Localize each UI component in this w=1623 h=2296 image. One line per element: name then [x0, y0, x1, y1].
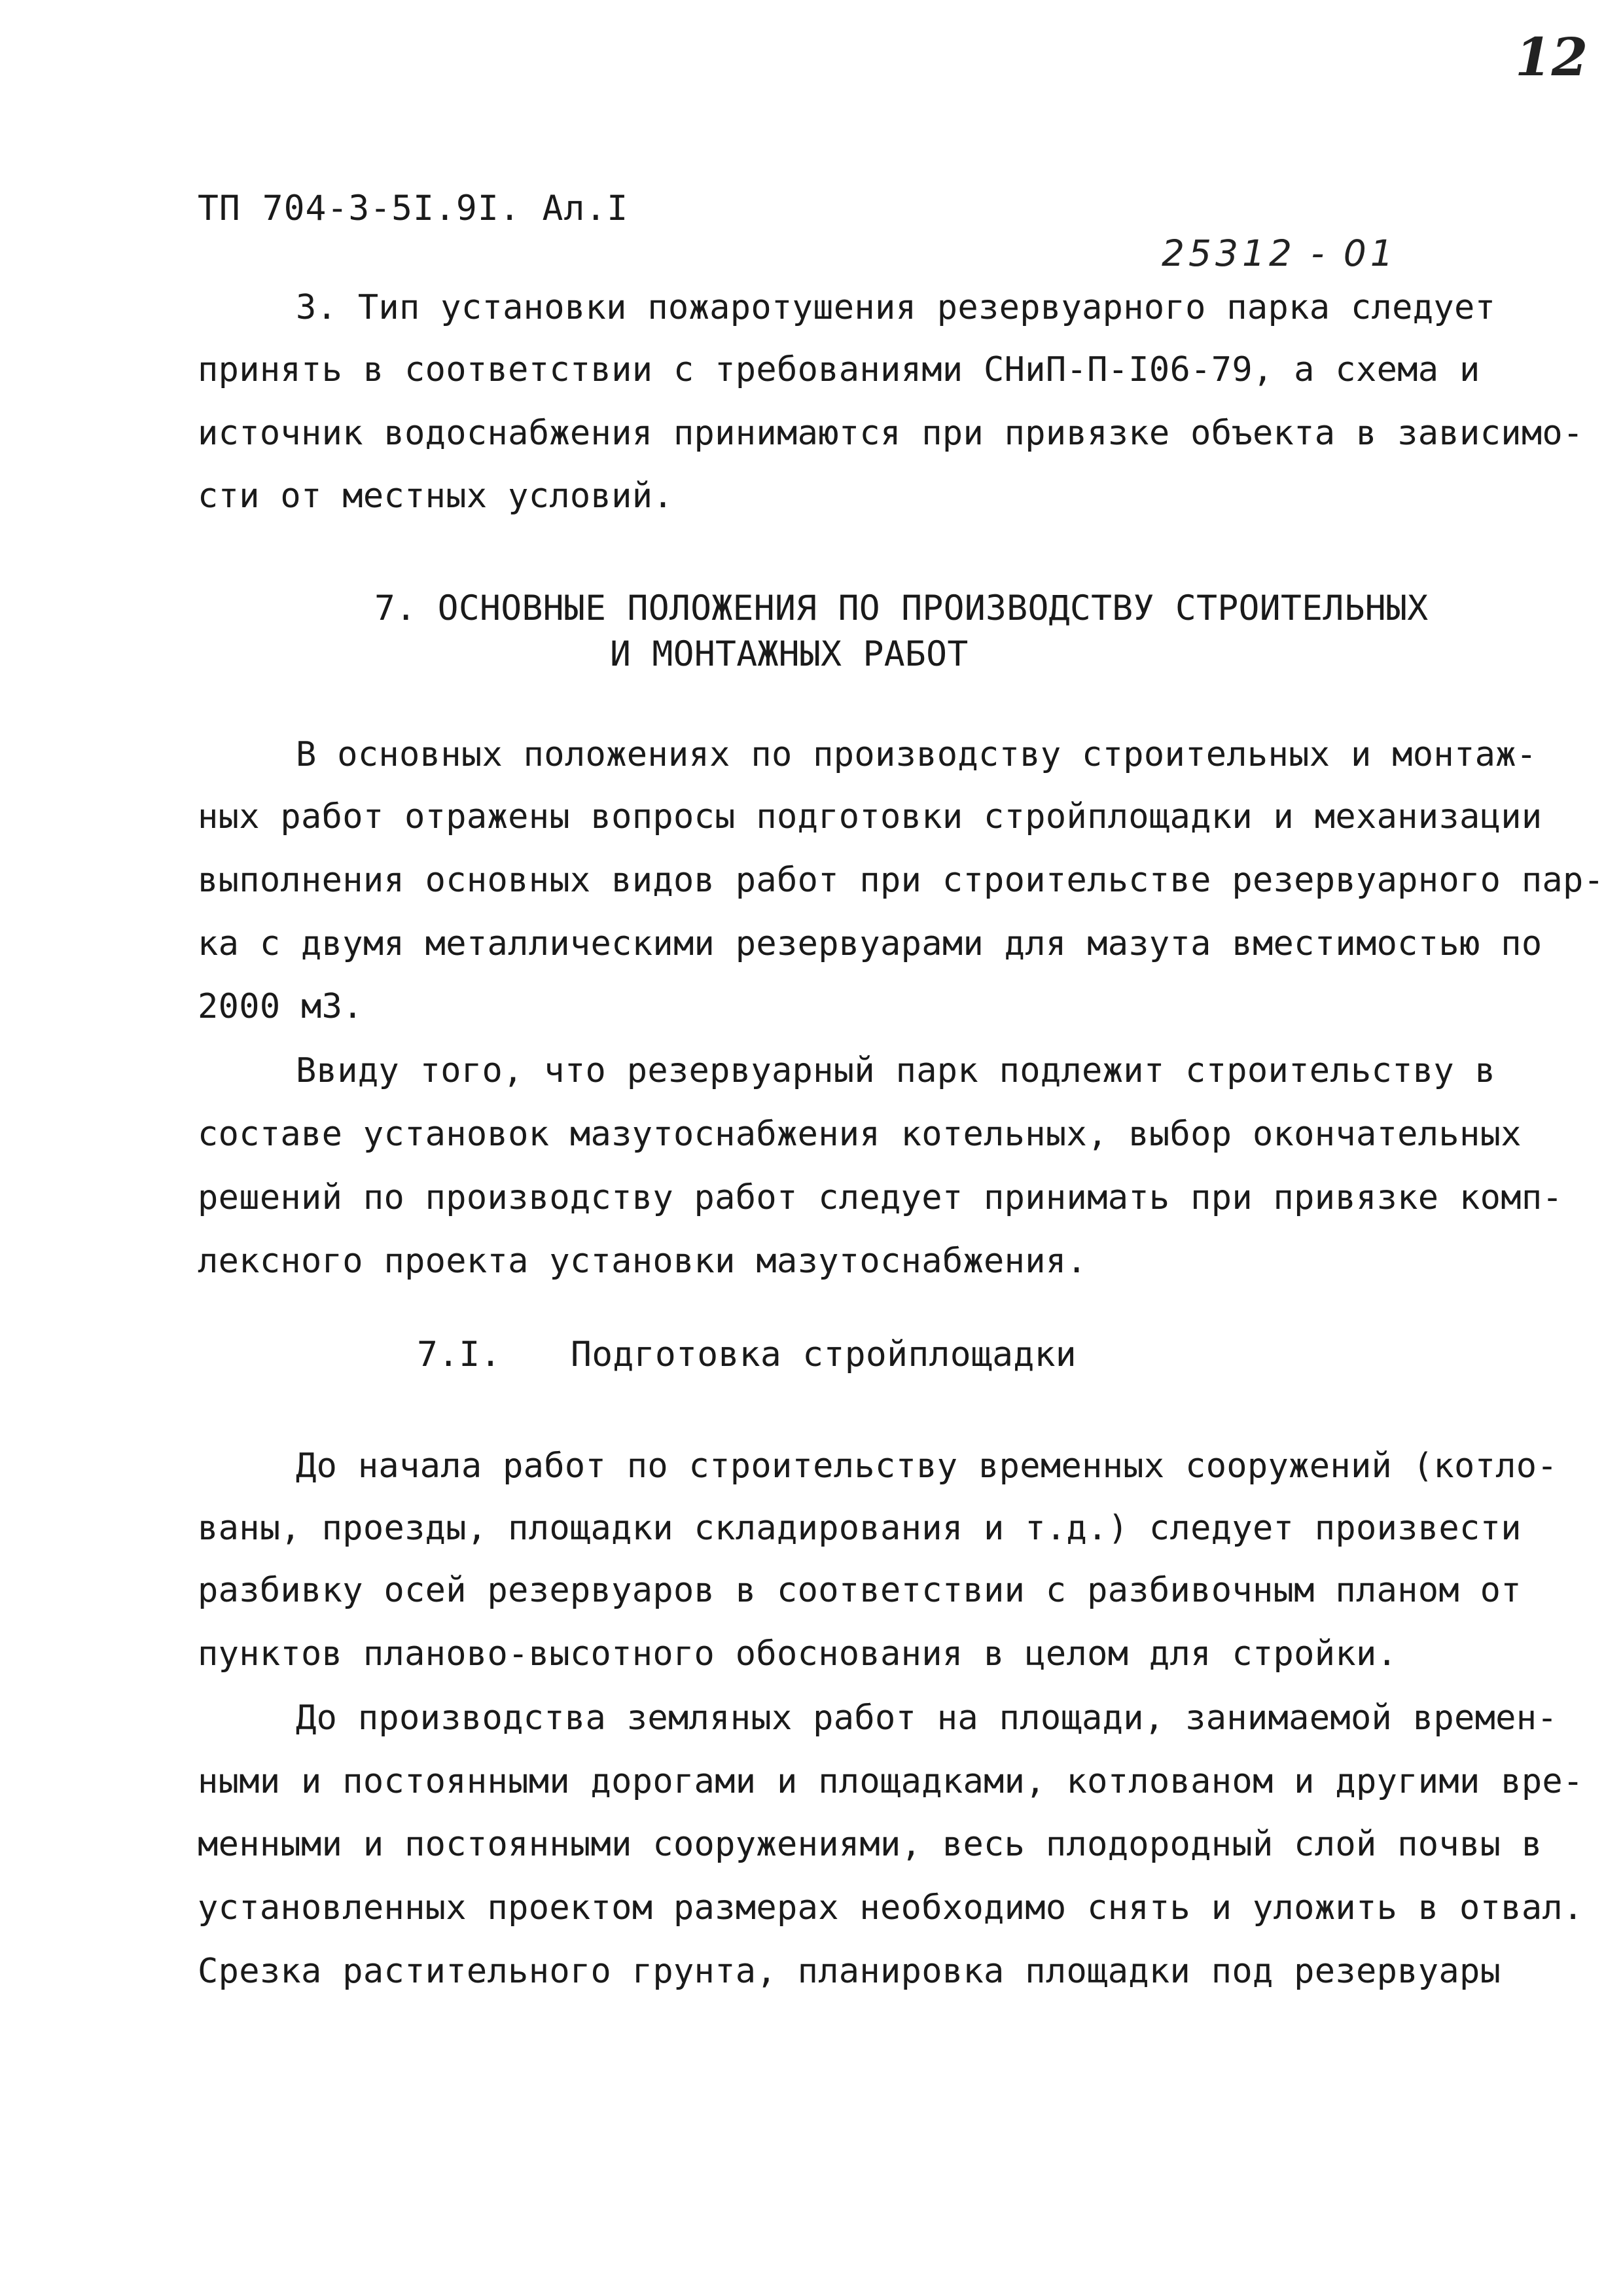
- subsection-number: 7.I.: [417, 1335, 501, 1374]
- intro-line: Ввиду того, что резервуарный парк подлежит строительству в: [296, 1051, 1496, 1090]
- para3-line: сти от местных условий.: [198, 476, 673, 516]
- intro-line: В основных положениях по производству строительных и монтаж-: [296, 735, 1537, 774]
- intro-line: ка с двумя металлическими резервуарами для мазута вместимостью по: [198, 924, 1543, 963]
- document-code: ТП 704-3-5I.9I. Ал.I: [198, 188, 629, 228]
- subsection-title: Подготовка стройплощадки: [571, 1335, 1077, 1374]
- prep-line: менными и постоянными сооружениями, весь плодородный слой почвы в: [198, 1825, 1543, 1864]
- section-heading: И МОНТАЖНЫХ РАБОТ: [610, 634, 969, 674]
- prep-line: Срезка растительного грунта, планировка площадки под резервуары: [198, 1952, 1501, 1991]
- prep-line: До начала работ по строительству временных сооружений (котло-: [296, 1446, 1558, 1486]
- intro-line: выполнения основных видов работ при строительстве резервуарного пар-: [198, 861, 1605, 900]
- para3-line: 3. Тип установки пожаротушения резервуарного парка следует: [296, 288, 1496, 327]
- prep-line: ваны, проезды, площадки складирования и т.д.) следует произвести: [198, 1509, 1522, 1548]
- para3-line: источник водоснабжения принимаются при привязке объекта в зависимо-: [198, 414, 1584, 453]
- prep-line: установленных проектом размерах необходимо снять и уложить в отвал.: [198, 1888, 1584, 1928]
- prep-line: разбивку осей резервуаров в соответствии с разбивочным планом от: [198, 1571, 1522, 1610]
- prep-line: пунктов планово-высотного обоснования в целом для стройки.: [198, 1634, 1398, 1674]
- prep-line: ными и постоянными дорогами и площадками, котлованом и другими вре-: [198, 1762, 1584, 1801]
- intro-line: 2000 м3.: [198, 987, 363, 1026]
- page-number: 12: [1515, 26, 1588, 88]
- intro-line: решений по производству работ следует принимать при привязке комп-: [198, 1178, 1563, 1217]
- section-heading: 7. ОСНОВНЫЕ ПОЛОЖЕНИЯ ПО ПРОИЗВОДСТВУ СТРОИТЕЛЬНЫХ: [374, 588, 1429, 628]
- intro-line: составе установок мазутоснабжения котельных, выбор окончательных: [198, 1115, 1522, 1154]
- para3-line: принять в соответствии с требованиями СНиП-П-I06-79, а схема и: [198, 350, 1480, 389]
- prep-line: До производства земляных работ на площади, занимаемой времен-: [296, 1698, 1558, 1738]
- intro-line: лексного проекта установки мазутоснабжения.: [198, 1242, 1088, 1281]
- intro-line: ных работ отражены вопросы подготовки стройплощадки и механизации: [198, 797, 1543, 836]
- registration-number: 25312 - 01: [1162, 232, 1397, 274]
